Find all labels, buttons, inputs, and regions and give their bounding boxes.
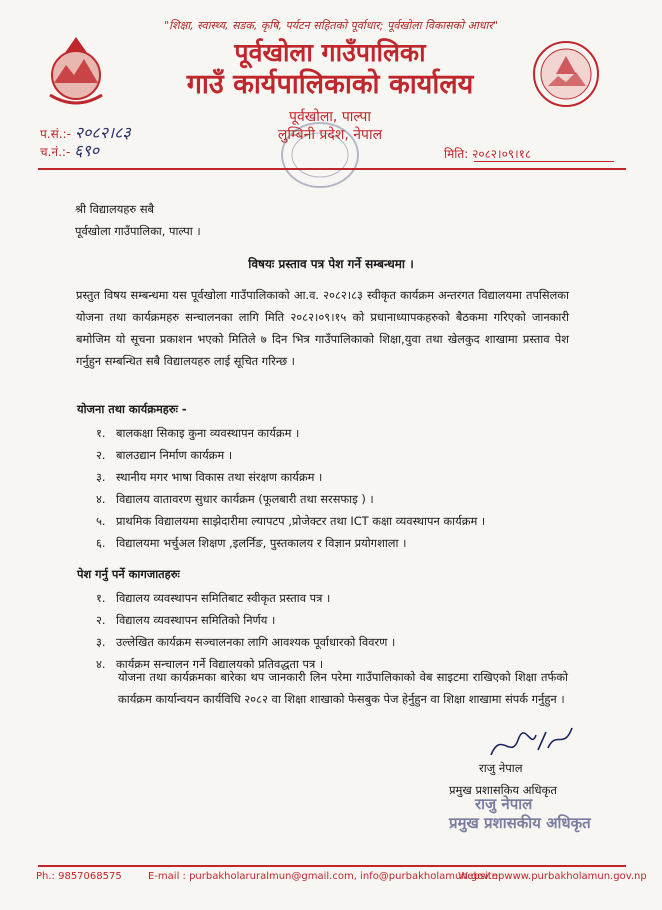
list-item: १. विद्यालय व्यवस्थापन समितिबाट स्वीकृत प्रस्ताव पत्र । (96, 591, 331, 605)
list-item: ३. स्थानीय मगर भाषा विकास तथा संरक्षण कार्यक्रम । (96, 470, 323, 484)
dispatch-number: च.नं.:- ६९० (40, 141, 100, 160)
list-item: ४. विद्यालय वातावरण सुधार कार्यक्रम (फूलबारी तथा सरसफाइ ) । (96, 492, 374, 506)
date: मिति: २०८२।०९।१८ (444, 147, 532, 161)
footer-website: Website: www.purbakholamun.gov.np (458, 871, 647, 882)
footer-divider (38, 865, 626, 867)
recipient-line-2: पूर्वखोला गाउँपालिका, पाल्पा । (75, 224, 201, 238)
reference-number: प.सं.:- २०८२।८३ (40, 123, 131, 142)
note-paragraph: योजना तथा कार्यक्रमका बारेका थप जानकारी लिन परेमा गाउँपालिकाको वेब साइटमा राखिएको शिक्षा तर्फको कार्यक्रम कार्यान्वयन कार्यविधि २०८२ वा शिक्षा शाखाको फेसबुक पेज हेर्नुहुन वा शिक्षा शाखामा संपर्क गर्नुहुन । (118, 670, 568, 706)
nepal-emblem-logo (40, 33, 112, 111)
footer-phone: Ph.: 9857068575 (36, 871, 122, 882)
date-underline (474, 161, 614, 162)
address-line-2: लुम्बिनी प्रदेश, नेपाल (277, 127, 383, 143)
signature-stamp-title: प्रमुख प्रशासकीय अधिकृत (449, 814, 591, 832)
address-line-1: पूर्वखोला, पाल्पा (289, 109, 371, 125)
office-name: गाउँ कार्यपालिकाको कार्यालय (186, 69, 474, 100)
motto: "शिक्षा, स्वास्थ्य, सडक, कृषि, पर्यटन सहितको पूर्वाधार; पूर्वखोला विकासको आधार" (164, 19, 498, 32)
footer-email: E-mail : purbakholaruralmun@gmail.com, info@purbakholamun.gov.np (148, 871, 505, 882)
header-divider (38, 168, 626, 170)
list-item: २. बालउद्यान निर्माण कार्यक्रम । (96, 448, 233, 462)
office-stamp (260, 115, 380, 195)
list-item: ३. उल्लेखित कार्यक्रम सञ्चालनका लागि आवश्यक पूर्वाधारको विवरण । (96, 635, 396, 649)
list-item: १. बालकक्षा सिकाइ कुना व्यवस्थापन कार्यक्रम । (96, 426, 300, 440)
list-item: ५. प्राथमिक विद्यालयमा साझेदारीमा ल्यापटप ,प्रोजेक्टर तथा ICT कक्षा व्यवस्थापन कार्यक्रम । (96, 514, 486, 528)
programs-heading: योजना तथा कार्यक्रमहरुः - (77, 402, 187, 416)
reference-number-value: २०८२।८३ (74, 123, 131, 142)
signatory-title: प्रमुख प्रशासकिय अधिकृत (449, 783, 557, 797)
municipality-name: पूर्वखोला गाउँपालिका (234, 38, 426, 67)
list-item: ६. विद्यालयमा भर्चुअल शिक्षण ,इलर्निङ, पुस्तकालय र विज्ञान प्रयोगशाला । (96, 536, 407, 550)
recipient-line-1: श्री विद्यालयहरु सबै (75, 202, 155, 216)
list-item: २. विद्यालय व्यवस्थापन समितिको निर्णय । (96, 613, 276, 627)
signatory-name: राजु नेपाल (479, 761, 523, 775)
documents-heading: पेश गर्नु पर्ने कागजातहरुः (77, 567, 180, 581)
subject: विषयः प्रस्ताव पत्र पेश गर्ने सम्बन्धमा । (248, 257, 414, 271)
body-paragraph: प्रस्तुत विषय सम्बन्धमा यस पूर्वखोला गाउँपालिकाको आ.व. २०८२।८३ स्वीकृत कार्यक्रम अन्तरगत विद्यालयमा तपसिलका योजना तथा कार्यक्रमहरु सन्चालनका लागि मिति २०८२।०९।१५ को प्रधानाध्यापकहरुको बैठकमा गरिएको जानकारी बमोजिम यो सूचना प्रकाशन भएको मितिले ७ दिन भित्र गाउँपालिकाको शिक्षा,युवा तथा खेलकुद शाखामा प्रस्ताव पेश गर्नुहुन सम्बन्धित सबै विद्यालयहरु लाई सूचित गरिन्छ । (76, 288, 569, 368)
list-item: ४. कार्यक्रम सन्चालन गर्ने विद्यालयको प्रतिवद्धता पत्र । (96, 657, 324, 671)
dispatch-number-value: ६९० (74, 141, 100, 160)
signature-stamp-name: राजु नेपाल (475, 795, 533, 813)
